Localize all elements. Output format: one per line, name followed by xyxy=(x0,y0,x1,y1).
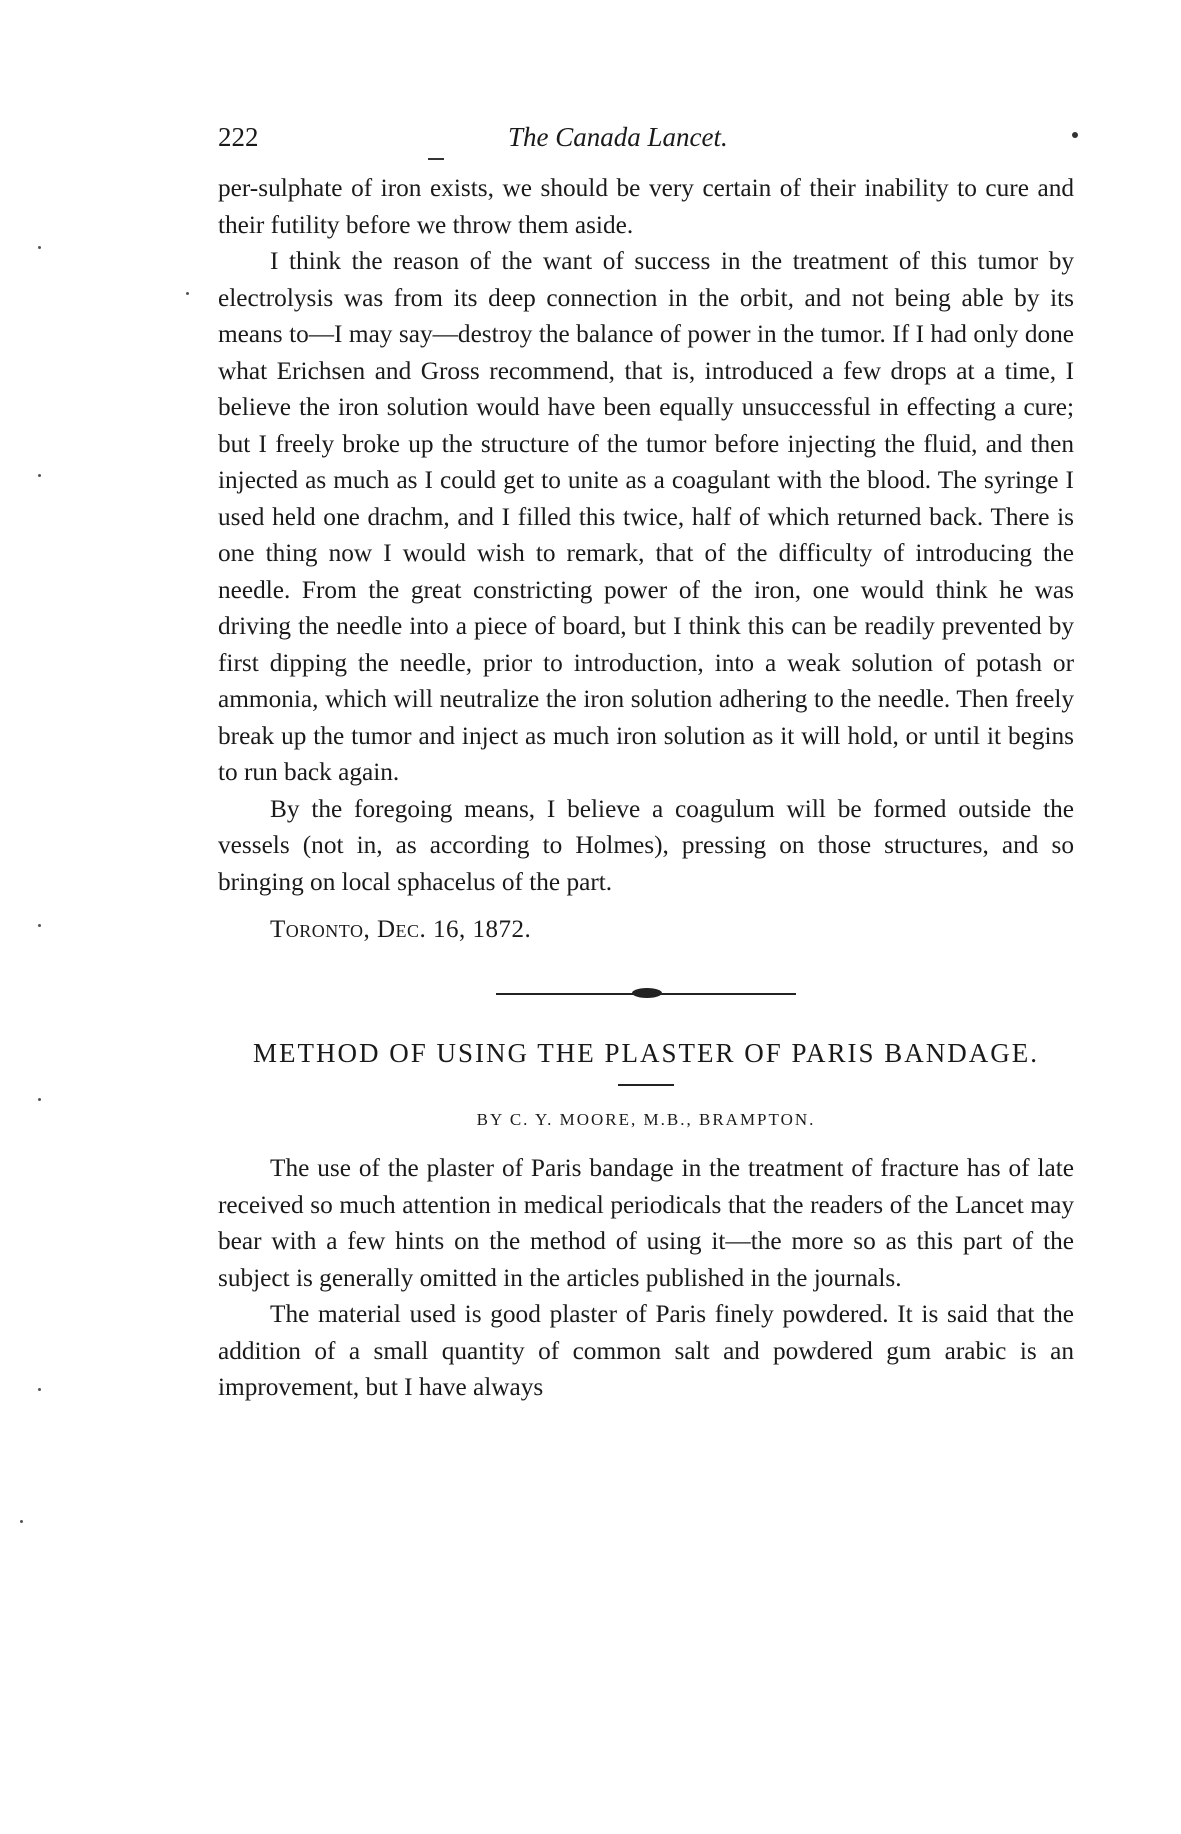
article-byline: BY C. Y. MOORE, M.B., BRAMPTON. xyxy=(476,1110,816,1129)
margin-speck xyxy=(38,924,41,927)
running-title: The Canada Lancet. xyxy=(508,122,728,152)
margin-speck xyxy=(38,246,41,249)
margin-speck xyxy=(38,1098,41,1101)
page-header xyxy=(218,122,1074,170)
header-dash-mark xyxy=(428,158,444,160)
document-page xyxy=(218,122,1074,1406)
divider-knot xyxy=(632,988,662,998)
paragraph-continued: per-sulphate of iron exists, we should be very certain of their inability to cure and their futility before we throw them aside. xyxy=(218,174,1074,239)
header-dot-mark xyxy=(1072,132,1078,138)
paragraph-electrolysis: I think the reason of the want of success in the treatment of this tumor by electrolysis was from its deep connection in the orbit, and not being able by its means to—I may say—destroy the balance of power in the tumor. If I had only done what Erichsen and Gross recommend, that is, introduced a few drops at a time, I believe the iron solution would have been equally unsuccessful in effecting a cure; but I freely broke up the structure of the tumor before injecting the fluid, and then injected as much as I could get to unite as a coagulant with the blood. The syringe I used held one drachm, and I filled this twice, half of which returned back. There is one thing now I would wish to remark, that of the difficulty of introducing the needle. From the great constricting power of the iron, one would think he was driving the needle into a piece of board, but I think this can be readily prevented by first dipping the needle, prior to introduction, into a weak solution of potash or ammonia, which will neutralize the iron solution adhering to the needle. Then freely break up the tumor and inject as much iron solution as it will hold, or until it begins to run back again. xyxy=(218,247,1074,786)
article-paragraph-material: The material used is good plaster of Paris finely powdered. It is said that the addition of a small quantity of common salt and powdered gum arabic is an improvement, but I have always xyxy=(218,1300,1074,1401)
article-paragraph-intro: The use of the plaster of Paris bandage in the treatment of fracture has of late received so much attention in medical periodicals that the readers of the Lancet may bear with a few hints on the method of using it—the more so as this part of the subject is generally omitted in the articles published in the journals. xyxy=(218,1154,1074,1292)
section-divider-ornament xyxy=(496,984,796,1004)
margin-speck xyxy=(186,292,189,295)
page-number: 222 xyxy=(218,122,259,152)
paragraph-coagulum: By the foregoing means, I believe a coagulum will be formed outside the vessels (not in, as according to Holmes), pressing on those structures, and so bringing on local sphacelus of the part. xyxy=(218,794,1074,896)
title-rule xyxy=(618,1084,674,1086)
article-title: METHOD OF USING THE PLASTER OF PARIS BANDAGE. xyxy=(252,1038,1040,1068)
margin-speck xyxy=(38,474,41,477)
margin-speck xyxy=(20,1520,23,1523)
dateline: Toronto, Dec. 16, 1872. xyxy=(270,916,532,943)
margin-speck xyxy=(38,1388,41,1391)
